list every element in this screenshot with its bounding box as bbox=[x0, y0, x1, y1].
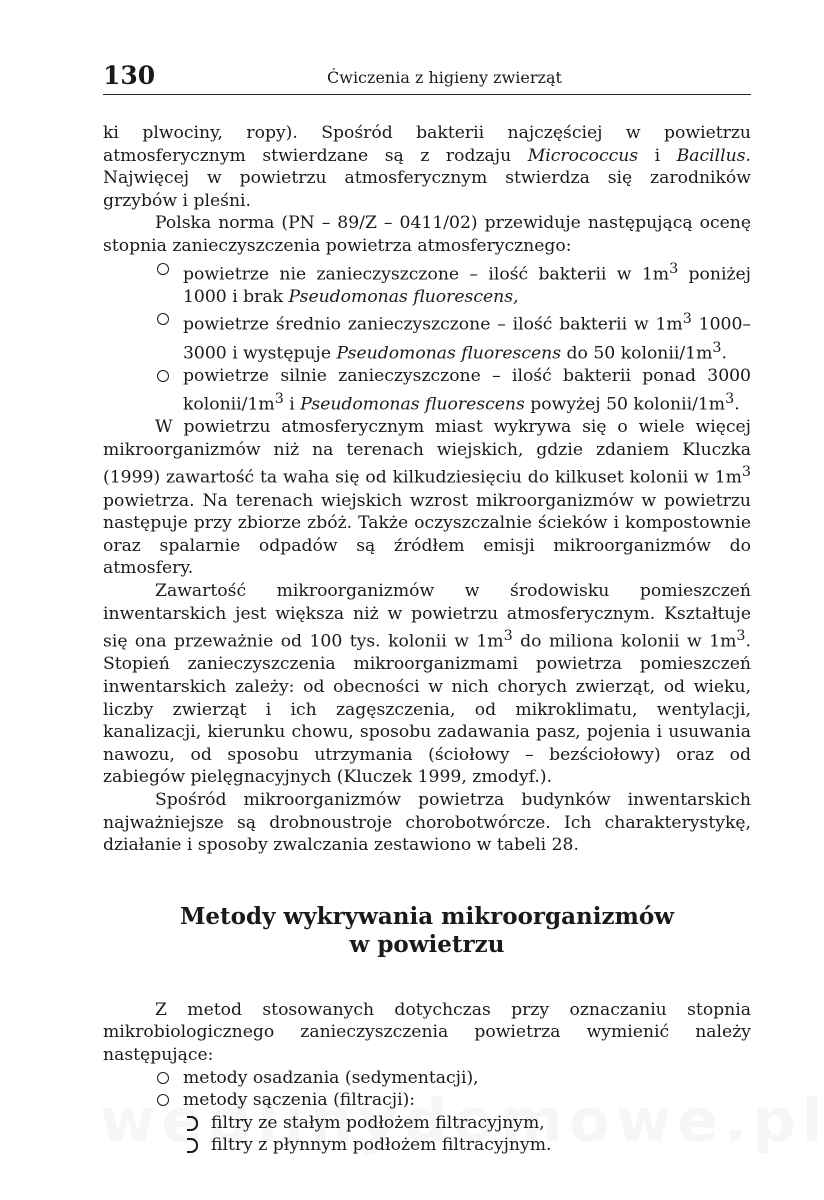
paragraph-bacteria: ki plwociny, ropy). Spośród bakterii najczęściej w powietrzu atmosferycznym stwierdzane są z rodzaju Micrococcus i Bacillus. Najwięcej w powietrzu atmosferycznym stwierdza się zarodników grzybów i pleśni. bbox=[103, 123, 751, 211]
header-rule bbox=[103, 94, 751, 95]
list-item: powietrze średnio zanieczyszczone – ilość bakterii w $1m^3$ 1000–3000 i występuje Pseudomonas fluorescens do 50 kolonii/$1m^3$. bbox=[155, 308, 751, 365]
genus-bacillus: Bacillus. bbox=[676, 145, 751, 166]
circle-bullet-icon bbox=[157, 263, 169, 275]
list-item: filtry z płynnym podłożem filtracyjnym. bbox=[185, 1134, 751, 1157]
paragraph-methods-intro: Z metod stosowanych dotychczas przy oznaczaniu stopnia mikrobiologicznego zanieczyszczenia powietrza wymienić należy następujące: bbox=[103, 999, 751, 1065]
paragraph-livestock-buildings: Zawartość mikroorganizmów w środowisku pomieszczeń inwentarskich jest większa niż w powietrzu atmosferycznym. Kształtuje się ona przeważnie od 100 tys. kolonii w $1m^3$ do miliona kolonii w $1m^3$. Stopień zanieczyszczenia mikroorganizmami powietrza pomieszczeń inwentarskich zależy: od obecności w nich chorych zwierząt, od wieku, liczby zwierząt i ich zagęszczenia, od mikroklimatu, wentylacji, kanalizacji, kierunku chowu, sposobu zadawania pasz, pojenia i usuwania nawozu, od sposobu utrzymania (ściołowy – bezściołowy) oraz od zabiegów pielęgnacyjnych (Kluczek 1999, zmodyf.). bbox=[103, 580, 751, 788]
circle-bullet-icon bbox=[157, 1072, 169, 1084]
circle-bullet-icon bbox=[157, 313, 169, 325]
list-item: filtry ze stałym podłożem filtracyjnym, bbox=[185, 1112, 751, 1135]
list-item: metody osadzania (sedymentacji), bbox=[155, 1067, 751, 1090]
page-number: 130 bbox=[103, 61, 156, 90]
page-body bbox=[103, 122, 751, 1157]
paragraph-pathogens: Spośród mikroorganizmów powietrza budynków inwentarskich najważniejsze są drobnoustroje chorobotwórcze. Ich charakterystykę, działanie i sposoby zwalczania zestawiono w tabeli 28. bbox=[103, 790, 751, 856]
norm-list bbox=[103, 258, 751, 417]
list-item: metody sączenia (filtracji): bbox=[155, 1089, 751, 1112]
paragraph-city-air: W powietrzu atmosferycznym miast wykrywa się o wiele więcej mikroorganizmów niż na terenach wiejskich, gdzie zdaniem Kluczka (1999) zawartość ta waha się od kilkudziesięciu do kilkuset kolonii w $1m^3$ powietrza. Na terenach wiejskich wzrost mikroorganizmów w powietrzu następuje przy zbiorze zbóż. Także oczyszczalnie ścieków i kompostownie oraz spalarnie odpadów są źródłem emisji mikroorganizmów do atmosfery. bbox=[103, 417, 751, 579]
section-heading: Metody wykrywania mikroorganizmów w powietrzu bbox=[179, 902, 675, 958]
watermark bbox=[100, 1086, 740, 1156]
page-header bbox=[103, 62, 751, 96]
paragraph-norm: Polska norma (PN – 89/Z – 0411/02) przewiduje następującą ocenę stopnia zanieczyszczenia powietrza atmosferycznego: bbox=[103, 213, 751, 256]
list-item: powietrze silnie zanieczyszczone – ilość bakterii ponad 3000 kolonii/$1m^3$ i Pseudomonas fluorescens powyżej 50 kolonii/$1m^3$. bbox=[155, 365, 751, 416]
list-item: powietrze nie zanieczyszczone – ilość bakterii w $1m^3$ poniżej 1000 i brak Pseudomonas fluorescens, bbox=[155, 258, 751, 309]
circle-bullet-icon bbox=[157, 370, 169, 382]
genus-micrococcus: Micrococcus bbox=[527, 145, 639, 166]
running-title: Ćwiczenia z higieny zwierząt bbox=[327, 68, 562, 87]
